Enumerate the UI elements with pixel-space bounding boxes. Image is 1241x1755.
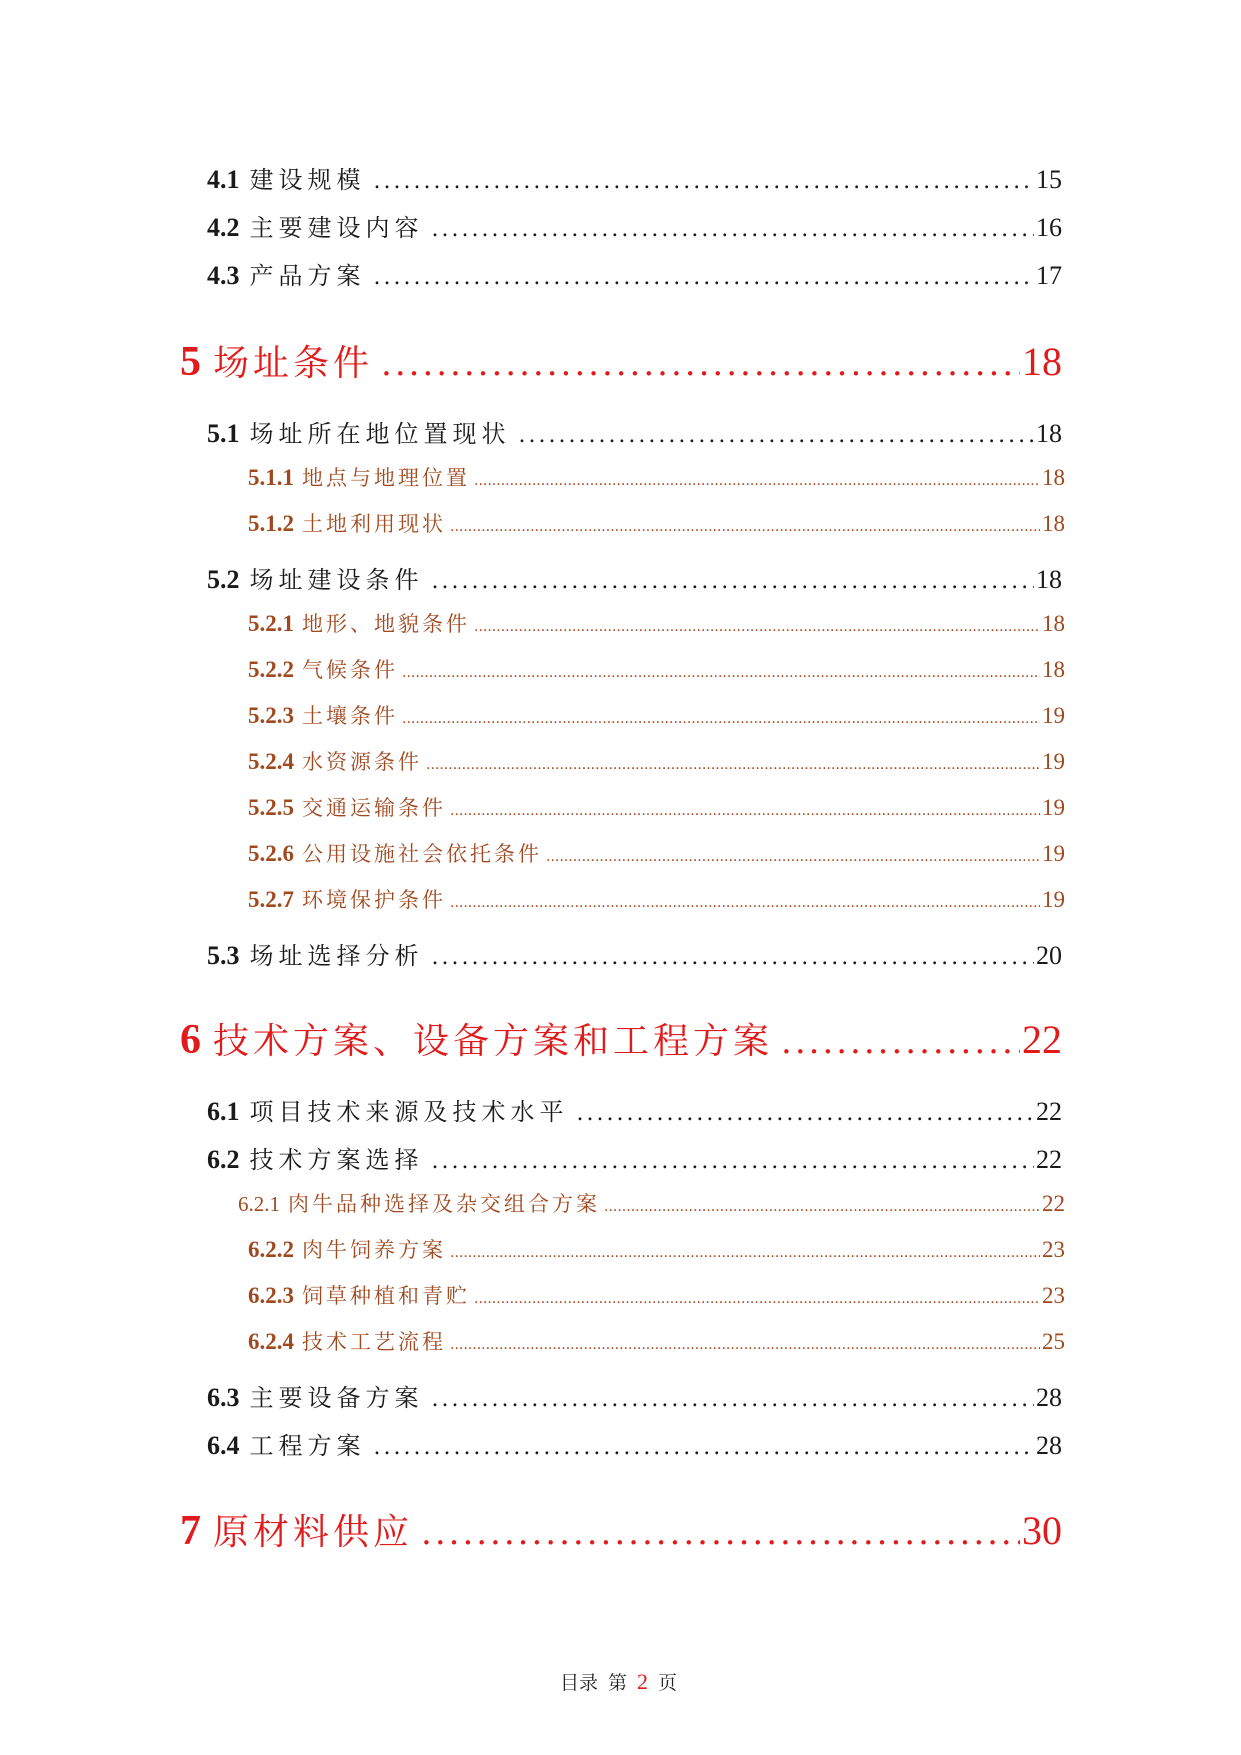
toc-leader-dots: [374, 265, 1035, 290]
toc-entry-page: 20: [1036, 941, 1062, 970]
toc-entry-number: 6.3: [207, 1383, 240, 1412]
toc-leader-dots: [604, 1199, 1040, 1215]
toc-leader-dots: [450, 1245, 1040, 1261]
toc-entry-page: 16: [1036, 213, 1062, 242]
footer-word-after: 页: [658, 1672, 678, 1694]
toc-subentry-page: 18: [1042, 657, 1065, 682]
toc-leader-dots: [474, 619, 1040, 635]
toc-subentry-page: 23: [1042, 1237, 1065, 1262]
toc-entry-title: 场址所在地位置现状: [249, 420, 511, 448]
toc-subentry-title: 技术工艺流程: [302, 1330, 446, 1354]
toc-subentry-number: 5.2.3: [248, 703, 294, 728]
footer-section-label: 目录: [559, 1672, 598, 1694]
toc-subentry-page: 19: [1042, 703, 1065, 728]
toc-entry-title: 主要建设内容: [249, 214, 424, 242]
toc-subentry-page: 23: [1042, 1283, 1065, 1308]
toc-subentry[interactable]: [248, 700, 1065, 730]
toc-leader-dots: [421, 1513, 1020, 1553]
toc-chapter-title: 技术方案、设备方案和工程方案: [213, 1021, 774, 1062]
toc-entry-number: 6.4: [207, 1431, 240, 1460]
toc-subentry-page: 18: [1042, 511, 1065, 536]
toc-subentry-title: 地点与地理位置: [302, 466, 470, 490]
toc-entry-title: 技术方案选择: [249, 1146, 424, 1174]
toc-leader-dots: [577, 1101, 1035, 1126]
toc-subentry-title: 水资源条件: [302, 750, 422, 774]
toc-entry-page: 28: [1036, 1431, 1062, 1460]
toc-subentry-number: 5.2.1: [248, 611, 294, 636]
toc-entry-page: 18: [1036, 565, 1062, 594]
toc-leader-dots: [432, 1149, 1035, 1174]
toc-entry-title: 产品方案: [249, 262, 366, 290]
toc-entry-title: 主要设备方案: [249, 1384, 424, 1412]
toc-chapter-number: 7: [180, 1508, 201, 1554]
toc-subentry-page: 18: [1042, 465, 1065, 490]
toc-entry-number: 5.2: [207, 565, 240, 594]
toc-subentry-title: 交通运输条件: [302, 796, 446, 820]
toc-chapter-entry[interactable]: [180, 335, 1062, 387]
toc-subentry-number: 5.2.7: [248, 887, 294, 912]
toc-entry-number: 5.1: [207, 419, 240, 448]
toc-subentry-title: 土地利用现状: [302, 512, 446, 536]
toc-entry-page: 15: [1036, 165, 1062, 194]
toc-subentry[interactable]: [248, 1280, 1065, 1310]
toc-entry-title: 建设规模: [249, 166, 366, 194]
toc-entry[interactable]: [207, 208, 1062, 242]
toc-subentry[interactable]: [248, 792, 1065, 822]
toc-entry-page: 18: [1036, 419, 1062, 448]
toc-entry[interactable]: [207, 1140, 1062, 1174]
toc-leader-dots: [450, 803, 1040, 819]
toc-leader-dots: [432, 945, 1035, 970]
toc-leader-dots: [432, 217, 1035, 242]
toc-leader-dots: [374, 1435, 1035, 1460]
toc-subentry-number: 6.2.1: [238, 1192, 280, 1216]
toc-entry-number: 6.1: [207, 1097, 240, 1126]
toc-subentry-title: 环境保护条件: [302, 888, 446, 912]
toc-subentry-number: 6.2.2: [248, 1237, 294, 1262]
toc-chapter-page: 30: [1022, 1508, 1062, 1553]
toc-entry-page: 22: [1036, 1097, 1062, 1126]
toc-subentry-page: 19: [1042, 795, 1065, 820]
toc-subentry[interactable]: [248, 462, 1065, 492]
toc-entry-number: 5.3: [207, 941, 240, 970]
toc-entry[interactable]: [207, 414, 1062, 448]
toc-chapter-title: 原材料供应: [213, 1512, 414, 1553]
toc-chapter-number: 6: [180, 1017, 201, 1063]
toc-subentry-page: 19: [1042, 841, 1065, 866]
toc-chapter-number: 5: [180, 339, 201, 385]
toc-leader-dots: [519, 423, 1035, 448]
toc-subentry[interactable]: [248, 746, 1065, 776]
toc-subentry[interactable]: [238, 1188, 1065, 1218]
toc-leader-dots: [450, 1337, 1040, 1353]
toc-subentry-number: 5.1.2: [248, 511, 294, 536]
toc-leader-dots: [474, 473, 1040, 489]
toc-subentry-page: 25: [1042, 1329, 1065, 1354]
toc-subentry-number: 5.2.4: [248, 749, 294, 774]
toc-entry-page: 22: [1036, 1145, 1062, 1174]
toc-leader-dots: [402, 665, 1040, 681]
toc-leader-dots: [432, 1387, 1035, 1412]
toc-subentry[interactable]: [248, 508, 1065, 538]
toc-leader-dots: [402, 711, 1040, 727]
toc-leader-dots: [432, 569, 1035, 594]
toc-subentry-number: 6.2.3: [248, 1283, 294, 1308]
toc-entry[interactable]: [207, 1092, 1062, 1126]
toc-entry-title: 场址建设条件: [249, 566, 424, 594]
toc-entry-number: 4.3: [207, 261, 240, 290]
toc-leader-dots: [450, 519, 1040, 535]
toc-entry[interactable]: [207, 160, 1062, 194]
toc-subentry-title: 肉牛饲养方案: [302, 1238, 446, 1262]
toc-subentry-number: 5.1.1: [248, 465, 294, 490]
toc-subentry[interactable]: [248, 1234, 1065, 1264]
toc-chapter-title: 场址条件: [213, 343, 374, 384]
toc-entry-page: 17: [1036, 261, 1062, 290]
toc-subentry-title: 饲草种植和青贮: [302, 1284, 470, 1308]
toc-entry[interactable]: [207, 1426, 1062, 1460]
toc-subentry-title: 肉牛品种选择及杂交组合方案: [288, 1192, 600, 1216]
toc-leader-dots: [450, 895, 1040, 911]
toc-subentry[interactable]: [248, 884, 1065, 914]
toc-chapter-page: 18: [1022, 339, 1062, 384]
toc-leader-dots: [474, 1291, 1040, 1307]
toc-entry-title: 工程方案: [249, 1432, 366, 1460]
toc-subentry[interactable]: [248, 1326, 1065, 1356]
toc-entry[interactable]: [207, 1378, 1062, 1412]
toc-subentry-page: 19: [1042, 749, 1065, 774]
toc-entry-number: 4.2: [207, 213, 240, 242]
toc-subentry[interactable]: [248, 654, 1065, 684]
toc-leader-dots: [426, 757, 1040, 773]
toc-entry-number: 6.2: [207, 1145, 240, 1174]
toc-chapter-entry[interactable]: [180, 1013, 1062, 1065]
toc-subentry-number: 5.2.5: [248, 795, 294, 820]
toc-entry-page: 28: [1036, 1383, 1062, 1412]
toc-subentry-number: 5.2.6: [248, 841, 294, 866]
toc-leader-dots: [374, 169, 1035, 194]
page-footer: [0, 1668, 1241, 1695]
toc-subentry[interactable]: [248, 608, 1065, 638]
footer-word-before: 第: [608, 1672, 628, 1694]
toc-subentry-number: 6.2.4: [248, 1329, 294, 1354]
toc-subentry-page: 19: [1042, 887, 1065, 912]
toc-subentry[interactable]: [248, 838, 1065, 868]
toc-subentry-number: 5.2.2: [248, 657, 294, 682]
toc-entry-number: 4.1: [207, 165, 240, 194]
toc-entry[interactable]: [207, 936, 1062, 970]
toc-subentry-page: 22: [1042, 1191, 1065, 1216]
toc-chapter-page: 22: [1022, 1017, 1062, 1062]
toc-subentry-title: 公用设施社会依托条件: [302, 842, 542, 866]
toc-subentry-title: 气候条件: [302, 658, 398, 682]
toc-leader-dots: [381, 344, 1020, 384]
toc-subentry-title: 地形、地貌条件: [302, 612, 470, 636]
toc-leader-dots: [781, 1022, 1020, 1062]
toc-entry-title: 场址选择分析: [249, 942, 424, 970]
toc-entry[interactable]: [207, 256, 1062, 290]
toc-chapter-entry[interactable]: [180, 1504, 1062, 1556]
toc-entry[interactable]: [207, 560, 1062, 594]
toc-subentry-title: 土壤条件: [302, 704, 398, 728]
toc-entry-title: 项目技术来源及技术水平: [249, 1098, 569, 1126]
toc-subentry-page: 18: [1042, 611, 1065, 636]
footer-page-number: 2: [637, 1669, 649, 1694]
toc-leader-dots: [546, 849, 1040, 865]
